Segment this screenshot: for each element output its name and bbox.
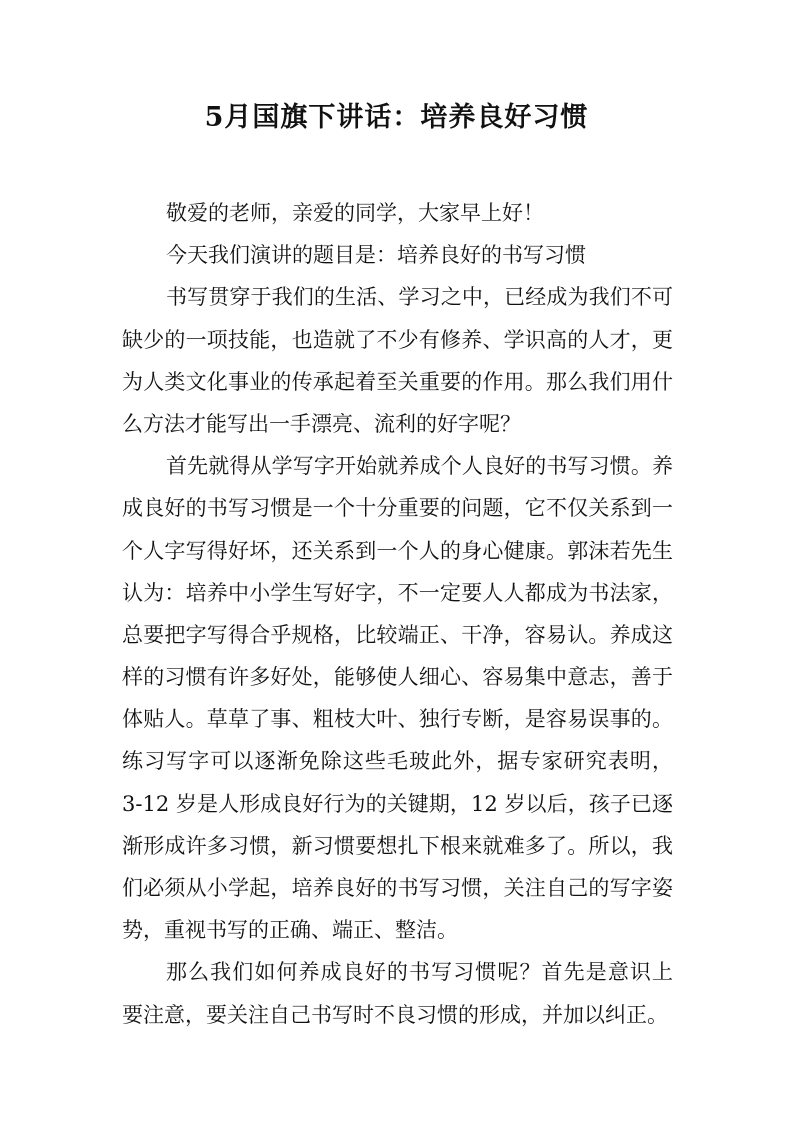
paragraph-line: 今天我们演讲的题目是：培养良好的书写习惯 xyxy=(166,243,586,268)
paragraph-line: 敬爱的老师，亲爱的同学，大家早上好！ xyxy=(166,201,544,225)
paragraph-line: 势，重视书写的正确、端正、整洁。 xyxy=(122,918,458,943)
paragraph-line: 总要把字写得合乎规格，比较端正、干净，容易认。养成这 xyxy=(122,622,673,647)
paragraph-line: 缺少的一项技能，也造就了不少有修养、学识高的人才，更 xyxy=(122,327,673,352)
paragraph-line: 体贴人。草草了事、粗枝大叶、独行专断，是容易误事的。 xyxy=(122,707,673,732)
document-body xyxy=(122,192,673,1036)
paragraph-line: 们必须从小学起，培养良好的书写习惯，关注自己的写字姿 xyxy=(122,876,673,900)
paragraph-line: 个人字写得好坏，还关系到一个人的身心健康。郭沫若先生 xyxy=(122,538,673,563)
paragraph-line: 渐形成许多习惯，新习惯要想扎下根来就难多了。所以，我 xyxy=(122,833,673,858)
paragraph xyxy=(122,192,673,234)
paragraph-line: 样的习惯有许多好处，能够使人细心、容易集中意志，善于 xyxy=(122,665,673,690)
paragraph-line: 3-12 岁是人形成良好行为的关键期，12 岁以后，孩子已逐 xyxy=(122,791,673,816)
paragraph-line: 那么我们如何养成良好的书写习惯呢？首先是意识上 xyxy=(166,960,673,985)
paragraph-line: 练习写字可以逐渐免除这些毛玻此外，据专家研究表明， xyxy=(122,749,673,774)
document-title: 5月国旗下讲话：培养良好习惯 xyxy=(204,102,589,133)
paragraph-line: 成良好的书写习惯是一个十分重要的问题，它不仅关系到一 xyxy=(122,496,673,521)
paragraph-line: 认为：培养中小学生写好字，不一定要人人都成为书法家， xyxy=(122,580,673,605)
paragraph-line: 书写贯穿于我们的生活、学习之中，已经成为我们不可 xyxy=(166,285,673,310)
paragraph-line: 要注意，要关注自己书写时不良习惯的形成，并加以纠正。 xyxy=(122,1002,668,1027)
paragraph xyxy=(122,276,673,445)
paragraph-line: 么方法才能写出一手漂亮、流利的好字呢？ xyxy=(122,411,521,436)
paragraph xyxy=(122,234,673,276)
paragraph xyxy=(122,445,673,951)
paragraph xyxy=(122,951,673,1035)
paragraph-line: 为人类文化事业的传承起着至关重要的作用。那么我们用什 xyxy=(122,369,673,394)
paragraph-line: 首先就得从学写字开始就养成个人良好的书写习惯。养 xyxy=(166,454,673,479)
